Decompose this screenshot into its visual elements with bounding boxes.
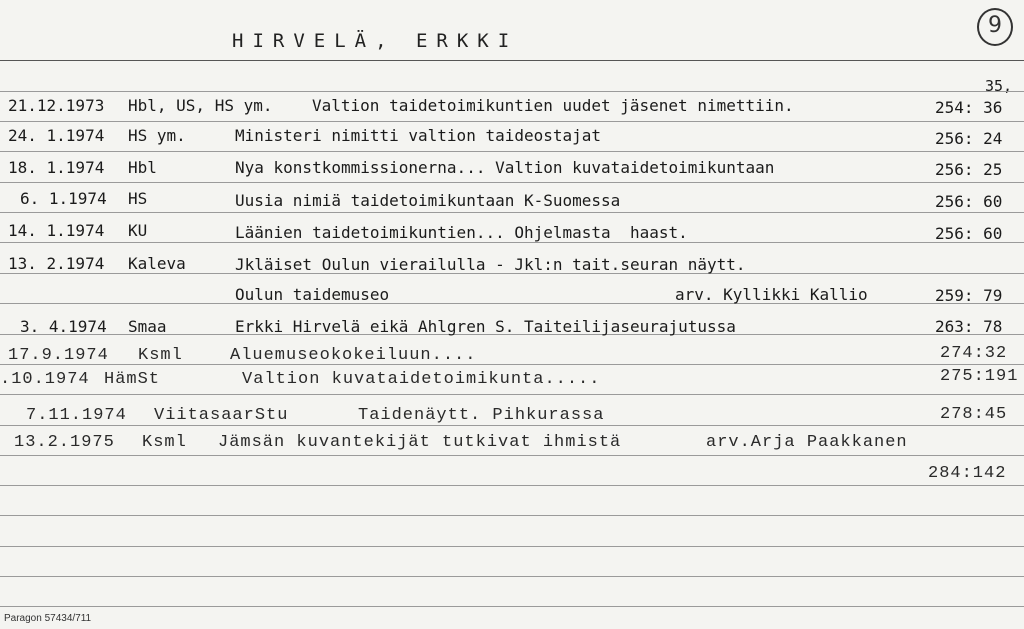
entry-ref: 254: 36 — [935, 98, 1003, 117]
entry-title: Valtion kuvataidetoimikunta..... — [242, 370, 601, 389]
entry-date: 3. 4.1974 — [20, 317, 107, 336]
entry-date: 13. 2.1974 — [8, 254, 105, 273]
entry-author: arv. Kyllikki Kallio — [675, 285, 868, 304]
ruled-line — [0, 242, 1024, 243]
entry-source: Kaleva — [128, 254, 186, 273]
entry-author: arv.Arja Paakkanen — [706, 433, 908, 452]
entry-title: Uusia nimiä taidetoimikuntaan K-Suomessa — [235, 191, 621, 210]
card-title: HIRVELÄ, ERKKI — [232, 30, 519, 52]
entry-source: Ksml — [138, 346, 183, 365]
entry-ref: 259: 79 — [935, 286, 1003, 305]
entry-title: Ministeri nimitti valtion taideostajat — [235, 126, 602, 145]
entry-date: 7.11.1974 — [26, 406, 127, 425]
entry-title: Läänien taidetoimikuntien... Ohjelmasta haast. — [235, 223, 688, 242]
ruled-line — [0, 121, 1024, 122]
entry-ref: 256: 24 — [935, 129, 1003, 148]
entry-source: HS ym. — [128, 126, 186, 145]
ruled-line — [0, 303, 1024, 304]
entry-ref: 274:32 — [940, 344, 1008, 363]
entry-date: 17.9.1974 — [8, 346, 109, 365]
top-right-note: 35, — [985, 77, 1013, 95]
ruled-line — [0, 425, 1024, 426]
ruled-line — [0, 515, 1024, 516]
ruled-line — [0, 576, 1024, 577]
ruled-line — [0, 485, 1024, 486]
card-footer: Paragon 57434/711 — [4, 613, 92, 624]
ruled-line — [0, 182, 1024, 183]
ruled-line — [0, 60, 1024, 61]
entry-source: KU — [128, 221, 148, 240]
ruled-line — [0, 546, 1024, 547]
entry-source: Hbl — [128, 158, 157, 177]
entry-title: Erkki Hirvelä eikä Ahlgren S. Taiteilijaseurajutussa — [235, 317, 736, 336]
entry-source: HämSt — [104, 370, 161, 389]
ruled-line — [0, 606, 1024, 607]
ruled-line — [0, 151, 1024, 152]
entry-source: Hbl, US, HS ym. — [128, 96, 273, 115]
ruled-line — [0, 91, 1024, 92]
entry-date: .10.1974 — [0, 370, 90, 389]
entry-title: Taidenäytt. Pihkurassa — [358, 406, 605, 425]
entry-title: Valtion taidetoimikuntien uudet jäsenet nimettiin. — [312, 96, 794, 115]
ruled-line — [0, 455, 1024, 456]
entry-date: 13.2.1975 — [14, 433, 115, 452]
entry-title: Jämsän kuvantekijät tutkivat ihmistä — [218, 433, 622, 452]
entry-ref: 275:191 — [940, 367, 1019, 386]
entry-date: 24. 1.1974 — [8, 126, 105, 145]
entry-source: Smaa — [128, 317, 167, 336]
ruled-line — [0, 394, 1024, 395]
entry-ref: 256: 60 — [935, 224, 1003, 243]
entry-title: Oulun taidemuseo — [235, 285, 390, 304]
ruled-line — [0, 212, 1024, 213]
entry-ref: 256: 25 — [935, 160, 1003, 179]
entry-source: ViitasaarStu — [154, 406, 289, 425]
page-number-circle: 9 — [977, 8, 1013, 46]
entry-ref: 263: 78 — [935, 317, 1003, 336]
entry-date: 6. 1.1974 — [20, 189, 107, 208]
entry-ref: 284:142 — [928, 464, 1007, 483]
entry-date: 18. 1.1974 — [8, 158, 105, 177]
entry-title: Nya konstkommissionerna... Valtion kuvataidetoimikuntaan — [235, 158, 775, 177]
entry-date: 21.12.1973 — [8, 96, 105, 115]
entry-source: Ksml — [142, 433, 187, 452]
entry-ref: 256: 60 — [935, 192, 1003, 211]
entry-source: HS — [128, 189, 148, 208]
entry-date: 14. 1.1974 — [8, 221, 105, 240]
entry-title: Jkläiset Oulun vierailulla - Jkl:n tait.seuran näytt. — [235, 255, 746, 274]
entry-title: Aluemuseokokeiluun.... — [230, 346, 477, 365]
entry-ref: 278:45 — [940, 405, 1008, 424]
